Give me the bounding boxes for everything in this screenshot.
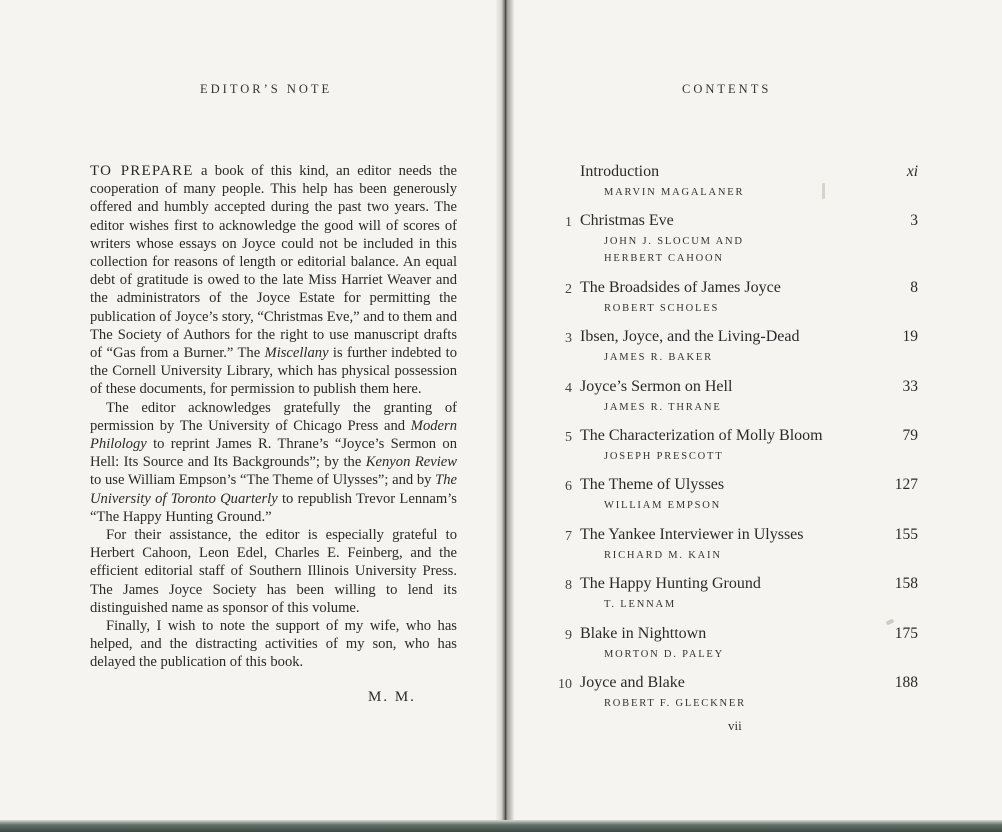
note-italic: The University of Toronto Quarterly [90,472,457,507]
toc-number: 10 [558,677,572,692]
toc-title[interactable]: The Theme of Ulysses [580,476,725,493]
toc-title[interactable]: The Broadsides of James Joyce [580,279,781,296]
toc-author: JOSEPH PRESCOTT [604,451,724,462]
toc-author: JOHN J. SLOCUM AND HERBERT CAHOON [604,236,744,264]
book-gutter [496,0,514,832]
toc-page-number: 155 [894,526,918,543]
signature-initials: M. M. [368,689,416,705]
toc-author: JAMES R. BAKER [604,352,713,363]
toc-number: 3 [565,331,572,346]
toc-author: RICHARD M. KAIN [604,550,722,561]
bottom-edge [0,820,1002,832]
toc-title[interactable]: The Happy Hunting Ground [580,575,761,592]
editors-note-body [90,162,457,672]
note-text: to reprint James R. Thrane’s “Joyce’s Sermon on Hell: Its Source and Its Backgrounds”; by the [90,436,457,471]
toc-number: 5 [565,430,572,445]
toc-entry-10[interactable] [530,674,920,722]
toc-title[interactable]: The Yankee Interviewer in Ulysses [580,526,804,543]
toc-entry-8[interactable] [530,575,920,623]
toc-page-number: 158 [894,575,918,592]
toc-number: 7 [565,529,572,544]
toc-page-number: 19 [902,328,918,345]
toc-entry-1[interactable] [530,212,920,264]
toc-author: WILLIAM EMPSON [604,500,722,511]
toc-number: 1 [565,215,572,230]
page-folio: vii [728,718,742,733]
toc-entry-2[interactable] [530,279,920,327]
toc-entry-5[interactable] [530,427,920,475]
toc-entry-3[interactable] [530,328,920,376]
note-paragraph-3: For their assistance, the editor is especially grateful to Herbert Cahoon, Leon Edel, Charles E. Feinberg, and the efficient editorial staff of Southern Illinois University Press. The James Joyce Society has been willing to lend its distinguished name as sponsor of this volume. [90,527,457,616]
toc-author: JAMES R. THRANE [604,402,722,413]
toc-page-number: 79 [902,427,918,444]
toc-page-number: xi [906,163,918,180]
toc-author: T. LENNAM [604,599,676,610]
note-italic: Modern Philology [90,417,457,453]
toc-title[interactable]: Ibsen, Joyce, and the Living-Dead [580,328,800,345]
toc-title[interactable]: Christmas Eve [580,212,674,229]
toc-author: MARVIN MAGALANER [604,187,745,198]
note-text: a book of this kind, an editor needs the cooperation of many people. This help has been generously offered and humbly accepted during the past two years. The editor wishes first to acknowledge the good will of scores of writers whose essays on Joyce could not be included in this collection for reasons of length or editorial balance. An equal debt of gratitude is owed to the late Miss Harriet Weaver and the administrators of the Joyce Estate for permitting the publication of Joyce’s story, “Christmas Eve,” and to them and The Society of Authors for the right to use manuscript drafts of “Gas from a Burner.” The [90,163,457,362]
toc-number: 6 [565,479,572,494]
note-text: is further indebted to the Cornell University Library, which has physical possession of these documents, for permission to publish them here. [90,345,457,398]
toc-author: ROBERT F. GLECKNER [604,698,746,709]
toc-entry-7[interactable] [530,526,920,574]
toc-page-number: 175 [894,625,918,642]
toc-title[interactable]: Joyce and Blake [580,674,685,691]
toc-title[interactable]: Blake in Nighttown [580,625,707,642]
toc-page-number: 8 [910,279,918,296]
contents-heading: CONTENTS [682,82,772,96]
note-paragraph-1 [90,162,457,399]
note-paragraph-4: Finally, I wish to note the support of my wife, who has helped, and the distracting activities of my son, who has delayed the publication of this book. [90,618,457,671]
note-italic: Kenyon Review [365,454,457,471]
note-italic: Miscellany [264,345,329,362]
toc-page-number: 33 [902,378,918,395]
toc-entry-4[interactable] [530,378,920,426]
toc-author: ROBERT SCHOLES [604,303,720,314]
toc-entry-6[interactable] [530,476,920,524]
paper-smudge [822,183,825,199]
toc-number: 9 [565,628,572,643]
toc-page-number: 188 [894,674,918,691]
note-text: to republish Trevor Lennam’s “The Happy Hunting Ground.” [90,490,457,525]
editors-note-heading: EDITOR’S NOTE [200,82,333,96]
note-text: to use William Empson’s “The Theme of Ulysses”; and by [90,472,436,489]
note-text: The editor acknowledges gratefully the granting of permission by The University of Chicago Press and [90,399,457,434]
toc-title[interactable]: The Characterization of Molly Bloom [580,427,823,444]
toc-title[interactable]: Joyce’s Sermon on Hell [580,378,733,395]
toc-number: 8 [565,578,572,593]
toc-number: 4 [565,381,572,396]
toc-number: 2 [565,282,572,297]
note-lead-in: TO PREPARE [90,163,194,179]
toc-entry-introduction[interactable] [530,163,920,211]
toc-author: MORTON D. PALEY [604,649,725,660]
note-paragraph-2 [90,399,457,526]
toc-page-number: 3 [910,212,918,229]
toc-entry-9[interactable] [530,625,920,673]
toc-title[interactable]: Introduction [580,163,660,180]
toc-page-number: 127 [894,476,918,493]
